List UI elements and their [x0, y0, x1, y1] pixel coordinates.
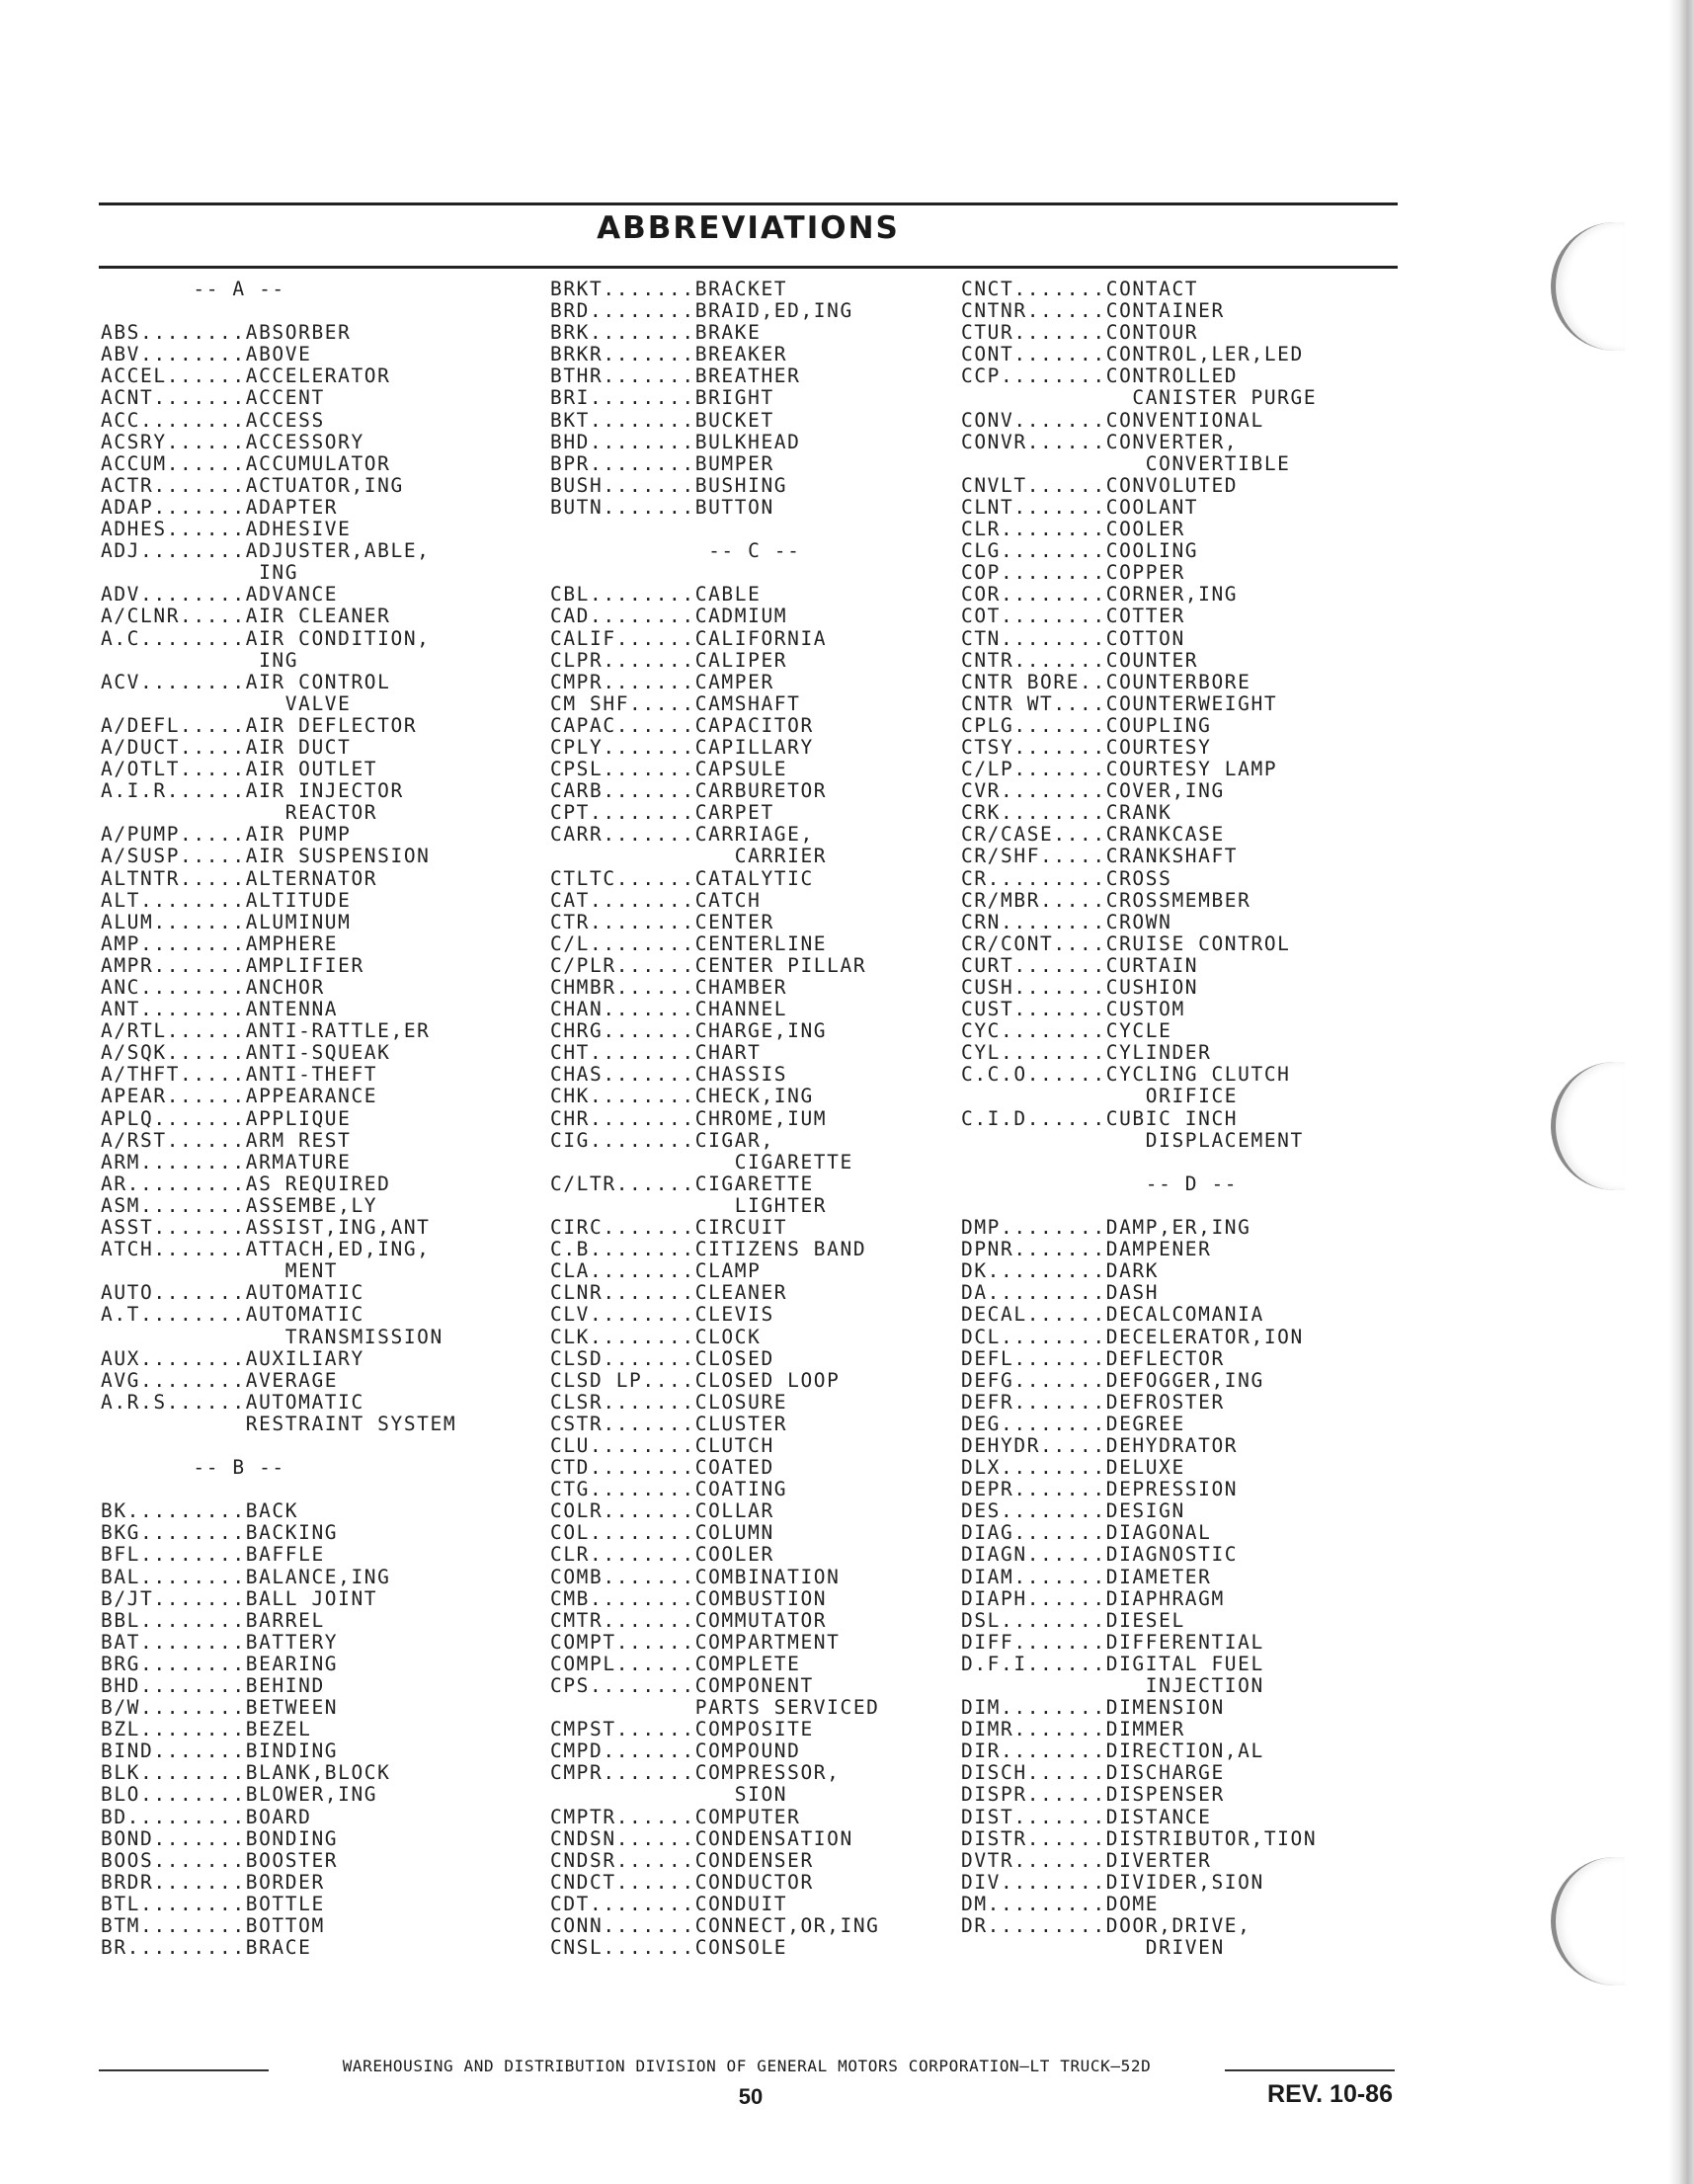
abbreviation-entry: CMB........COMBUSTION — [550, 1586, 828, 1610]
abbreviation-entry: DSL........DIESEL — [961, 1608, 1185, 1632]
abbreviation-entry: APEAR......APPEARANCE — [101, 1085, 378, 1108]
abbreviation-column-1 — [101, 279, 540, 1959]
abbreviation-entry: DEHYDR.....DEHYDRATOR — [961, 1433, 1239, 1457]
section-heading: -- A -- — [101, 278, 285, 300]
abbreviation-entry: DIMR.......DIMMER — [961, 1718, 1185, 1741]
abbreviation-entry: CONV.......CONVENTIONAL — [961, 408, 1264, 432]
abbreviation-entry: REACTOR — [101, 801, 378, 825]
abbreviation-entry: BUSH.......BUSHING — [550, 473, 788, 497]
abbreviation-entry: CR/MBR.....CROSSMEMBER — [961, 888, 1251, 912]
abbreviation-entry: CLNR.......CLEANER — [550, 1281, 788, 1305]
abbreviation-entry: COMPT......COMPARTMENT — [550, 1630, 841, 1654]
abbreviation-entry: CTR........CENTER — [550, 910, 774, 933]
abbreviation-entry: C/LTR......CIGARETTE — [550, 1172, 814, 1195]
abbreviation-entry: CRK........CRANK — [961, 801, 1172, 825]
abbreviation-entry: BTHR.......BREATHER — [550, 364, 801, 388]
abbreviation-entry: CHAN.......CHANNEL — [550, 998, 788, 1021]
abbreviation-entry: CLK........CLOCK — [550, 1325, 762, 1348]
abbreviation-entry: CDT........CONDUIT — [550, 1892, 788, 1915]
abbreviation-entry: BRG........BEARING — [101, 1652, 339, 1675]
abbreviation-entry: CANISTER PURGE — [961, 386, 1318, 410]
abbreviation-entry: BRI........BRIGHT — [550, 386, 774, 410]
abbreviation-entry: CUST.......CUSTOM — [961, 998, 1185, 1021]
abbreviation-entry: DM.........DOME — [961, 1892, 1160, 1915]
abbreviation-entry: C/PLR......CENTER PILLAR — [550, 953, 867, 977]
abbreviation-entry: CNCT.......CONTACT — [961, 278, 1199, 300]
abbreviation-entry: BHD........BULKHEAD — [550, 430, 801, 453]
abbreviation-entry: DEFL.......DEFLECTOR — [961, 1346, 1225, 1370]
abbreviation-entry: BZL........BEZEL — [101, 1718, 312, 1741]
abbreviation-entry: APLQ.......APPLIQUE — [101, 1106, 352, 1130]
abbreviation-entry: ANC........ANCHOR — [101, 976, 325, 999]
abbreviation-entry: DMP........DAMP,ER,ING — [961, 1216, 1251, 1240]
abbreviation-entry: CHK........CHECK,ING — [550, 1085, 814, 1108]
abbreviation-entry: MENT — [101, 1259, 339, 1283]
abbreviation-entry: CSTR.......CLUSTER — [550, 1412, 788, 1435]
footer-rule-right — [1225, 2069, 1395, 2071]
abbreviation-entry: B/JT.......BALL JOINT — [101, 1586, 378, 1610]
abbreviation-entry: CPT........CARPET — [550, 801, 774, 825]
abbreviation-entry: A/CLNR.....AIR CLEANER — [101, 605, 391, 628]
abbreviation-entry: A.I.R......AIR INJECTOR — [101, 779, 404, 803]
abbreviation-entry: CNTR BORE..COUNTERBORE — [961, 670, 1251, 693]
abbreviation-entry: BRKR.......BREAKER — [550, 343, 788, 366]
abbreviation-entry: CLSD.......CLOSED — [550, 1346, 774, 1370]
abbreviation-entry: ACCUM......ACCUMULATOR — [101, 451, 391, 475]
abbreviation-entry: CTN........COTTON — [961, 626, 1185, 650]
abbreviation-entry — [961, 1152, 1396, 1173]
abbreviation-entry: AUTO.......AUTOMATIC — [101, 1281, 364, 1305]
abbreviation-entry: A/RTL......ANTI-RATTLE,ER — [101, 1019, 431, 1043]
abbreviation-entry: RESTRAINT SYSTEM — [101, 1412, 457, 1435]
abbreviation-entry: ALUM.......ALUMINUM — [101, 910, 352, 933]
abbreviation-entry: CTLTC......CATALYTIC — [550, 866, 814, 890]
abbreviation-entry: COMPL......COMPLETE — [550, 1652, 801, 1675]
abbreviation-entry: DA.........DASH — [961, 1281, 1160, 1305]
abbreviation-entry: DEG........DEGREE — [961, 1412, 1185, 1435]
abbreviation-entry: CONT.......CONTROL,LER,LED — [961, 343, 1304, 366]
abbreviation-entry: ORIFICE — [961, 1085, 1239, 1108]
abbreviation-entry: CR/CONT....CRUISE CONTROL — [961, 931, 1291, 955]
abbreviation-entry: DK.........DARK — [961, 1259, 1160, 1283]
abbreviation-entry: ASST.......ASSIST,ING,ANT — [101, 1216, 431, 1240]
abbreviation-entry: A/SQK......ANTI-SQUEAK — [101, 1041, 391, 1065]
abbreviation-entry — [550, 562, 955, 584]
abbreviation-entry: C.C.O......CYCLING CLUTCH — [961, 1063, 1291, 1087]
abbreviation-entry: CLPR.......CALIPER — [550, 648, 788, 672]
abbreviation-entry: CNTNR......CONTAINER — [961, 299, 1225, 323]
abbreviation-entry: CONVERTIBLE — [961, 451, 1291, 475]
abbreviation-entry: DECAL......DECALCOMANIA — [961, 1303, 1264, 1327]
abbreviation-entry: CAPAC......CAPACITOR — [550, 713, 814, 737]
abbreviation-entry: CHMBR......CHAMBER — [550, 976, 788, 999]
abbreviation-entry: DISTR......DISTRIBUTOR,TION — [961, 1826, 1318, 1850]
abbreviation-entry: BTM........BOTTOM — [101, 1914, 325, 1938]
abbreviation-entry: LIGHTER — [550, 1193, 828, 1217]
section-heading: -- B -- — [101, 1456, 285, 1480]
abbreviation-entry: A/RST......ARM REST — [101, 1128, 352, 1152]
abbreviation-entry: CAT........CATCH — [550, 888, 762, 912]
abbreviation-entry: CYC........CYCLE — [961, 1019, 1172, 1043]
abbreviation-entry: CAD........CADMIUM — [550, 605, 788, 628]
abbreviation-entry: ANT........ANTENNA — [101, 998, 339, 1021]
abbreviation-entry: BBL........BARREL — [101, 1608, 325, 1632]
section-heading: -- D -- — [961, 1172, 1239, 1195]
abbreviation-entry: AVG........AVERAGE — [101, 1368, 339, 1392]
abbreviation-entry: A/DEFL.....AIR DEFLECTOR — [101, 713, 418, 737]
abbreviation-entry: DPNR.......DAMPENER — [961, 1238, 1212, 1261]
abbreviation-entry: CONVR......CONVERTER, — [961, 430, 1239, 453]
abbreviation-entry: CARB.......CARBURETOR — [550, 779, 828, 803]
abbreviation-entry: CARRIER — [550, 845, 828, 868]
abbreviation-entry: ALTNTR.....ALTERNATOR — [101, 866, 378, 890]
abbreviation-entry: CMPR.......COMPRESSOR, — [550, 1761, 841, 1785]
abbreviation-entry: CONN.......CONNECT,OR,ING — [550, 1914, 880, 1938]
abbreviation-entry: CTD........COATED — [550, 1456, 774, 1480]
abbreviation-entry: CLR........COOLER — [961, 518, 1185, 541]
abbreviation-entry: DLX........DELUXE — [961, 1456, 1185, 1480]
abbreviation-entry: BRK........BRAKE — [550, 321, 762, 345]
abbreviation-entry: DIAG.......DIAGONAL — [961, 1521, 1212, 1545]
abbreviation-entry: CNDCT......CONDUCTOR — [550, 1870, 814, 1894]
abbreviation-entry: CCP........CONTROLLED — [961, 364, 1239, 388]
abbreviation-entry: DR.........DOOR,DRIVE, — [961, 1914, 1251, 1938]
abbreviation-entry: CLG........COOLING — [961, 539, 1199, 563]
abbreviation-entry: DIM........DIMENSION — [961, 1696, 1225, 1720]
abbreviation-entry: A.T........AUTOMATIC — [101, 1303, 364, 1327]
abbreviation-entry: ING — [101, 561, 299, 585]
abbreviation-entry: ACTR.......ACTUATOR,ING — [101, 473, 404, 497]
abbreviation-entry: COR........CORNER,ING — [961, 583, 1239, 607]
abbreviation-entry: BHD........BEHIND — [101, 1674, 325, 1697]
abbreviation-entry: A/THFT.....ANTI-THEFT — [101, 1063, 378, 1087]
abbreviation-entry: CYL........CYLINDER — [961, 1041, 1212, 1065]
abbreviation-entry: CUSH.......CUSHION — [961, 976, 1199, 999]
abbreviation-entry: CPSL.......CAPSULE — [550, 758, 788, 781]
section-heading: -- C -- — [550, 539, 801, 563]
abbreviation-entry: ACV........AIR CONTROL — [101, 670, 391, 693]
abbreviation-entry: DEFG.......DEFOGGER,ING — [961, 1368, 1264, 1392]
abbreviation-entry: ADV........ADVANCE — [101, 583, 339, 607]
abbreviation-entry: DEPR.......DEPRESSION — [961, 1478, 1239, 1501]
abbreviation-entry: ADHES......ADHESIVE — [101, 518, 352, 541]
abbreviation-entry: AUX........AUXILIARY — [101, 1346, 364, 1370]
abbreviation-entry: A/SUSP.....AIR SUSPENSION — [101, 845, 431, 868]
abbreviation-entry: CNTR WT....COUNTERWEIGHT — [961, 691, 1278, 715]
abbreviation-entry: A.C........AIR CONDITION, — [101, 626, 431, 650]
abbreviation-entry: CHT........CHART — [550, 1041, 762, 1065]
abbreviation-entry: CARR.......CARRIAGE, — [550, 823, 814, 847]
abbreviation-entry: ACSRY......ACCESSORY — [101, 430, 364, 453]
abbreviation-entry: D.F.I......DIGITAL FUEL — [961, 1652, 1264, 1675]
footer-text: WAREHOUSING AND DISTRIBUTION DIVISION OF GENERAL MOTORS CORPORATION—LT TRUCK—52D — [342, 2057, 1152, 2075]
revision-label: REV. 10-86 — [1267, 2080, 1393, 2108]
abbreviation-entry: CHRG.......CHARGE,ING — [550, 1019, 828, 1043]
abbreviation-entry: CURT.......CURTAIN — [961, 953, 1199, 977]
abbreviation-entry: BIND.......BINDING — [101, 1739, 339, 1763]
abbreviation-entry: AR.........AS REQUIRED — [101, 1172, 391, 1195]
abbreviation-entry: CALIF......CALIFORNIA — [550, 626, 828, 650]
abbreviation-entry: DIAM.......DIAMETER — [961, 1565, 1212, 1588]
abbreviation-entry: ADAP.......ADAPTER — [101, 495, 339, 519]
abbreviation-entry: DEFR.......DEFROSTER — [961, 1390, 1225, 1414]
abbreviation-entry: ACCEL......ACCELERATOR — [101, 364, 391, 388]
abbreviation-entry — [961, 1195, 1396, 1217]
abbreviation-entry: ARM........ARMATURE — [101, 1150, 352, 1173]
abbreviation-entry: CTSY.......COURTESY — [961, 735, 1212, 759]
abbreviation-entry: CTG........COATING — [550, 1478, 788, 1501]
abbreviation-entry: BRKT.......BRACKET — [550, 278, 788, 300]
page-number: 50 — [738, 2084, 764, 2109]
abbreviation-entry: CLV........CLEVIS — [550, 1303, 774, 1327]
abbreviation-entry: BR.........BRACE — [101, 1936, 312, 1960]
abbreviation-entry: DIAPH......DIAPHRAGM — [961, 1586, 1225, 1610]
abbreviation-entry: COT........COTTER — [961, 605, 1185, 628]
punch-hole-bottom — [1551, 1857, 1625, 1985]
abbreviation-entry: BLO........BLOWER,ING — [101, 1783, 378, 1807]
abbreviation-entry: COLR.......COLLAR — [550, 1499, 774, 1523]
abbreviation-entry: CR.........CROSS — [961, 866, 1172, 890]
abbreviation-entry: BUTN.......BUTTON — [550, 495, 774, 519]
abbreviation-entry: CLR........COOLER — [550, 1543, 774, 1567]
abbreviation-entry: ALT........ALTITUDE — [101, 888, 352, 912]
abbreviation-entry: CIG........CIGAR, — [550, 1128, 774, 1152]
abbreviation-entry: A/OTLT.....AIR OUTLET — [101, 758, 378, 781]
abbreviation-entry: BAT........BATTERY — [101, 1630, 339, 1654]
abbreviation-entry: DVTR.......DIVERTER — [961, 1848, 1212, 1872]
abbreviation-entry: COL........COLUMN — [550, 1521, 774, 1545]
abbreviation-entry: ACC........ACCESS — [101, 408, 325, 432]
abbreviation-entry: DCL........DECELERATOR,ION — [961, 1325, 1304, 1348]
abbreviation-entry — [550, 519, 955, 540]
abbreviation-entry: BOOS.......BOOSTER — [101, 1848, 339, 1872]
abbreviation-entry: DISCH......DISCHARGE — [961, 1761, 1225, 1785]
abbreviation-entry — [101, 1479, 540, 1500]
abbreviation-entry — [101, 1435, 540, 1457]
abbreviation-entry: B/W........BETWEEN — [101, 1696, 339, 1720]
abbreviation-entry: CVR........COVER,ING — [961, 779, 1225, 803]
abbreviation-entry: CLA........CLAMP — [550, 1259, 762, 1283]
abbreviation-entry: CR/CASE....CRANKCASE — [961, 823, 1225, 847]
abbreviation-entry: CLSR.......CLOSURE — [550, 1390, 788, 1414]
abbreviation-entry: CNSL.......CONSOLE — [550, 1936, 788, 1960]
abbreviation-entry: CPLG.......COUPLING — [961, 713, 1212, 737]
abbreviation-entry: CMPD.......COMPOUND — [550, 1739, 801, 1763]
abbreviation-entry: DIFF.......DIFFERENTIAL — [961, 1630, 1264, 1654]
abbreviation-entry: BPR........BUMPER — [550, 451, 774, 475]
punch-hole-top — [1551, 222, 1625, 351]
abbreviation-entry: DIR........DIRECTION,AL — [961, 1739, 1264, 1763]
abbreviation-column-2 — [550, 279, 955, 1959]
abbreviation-entry: CLNT.......COOLANT — [961, 495, 1199, 519]
abbreviation-entry: DIV........DIVIDER,SION — [961, 1870, 1264, 1894]
abbreviation-entry: C.B........CITIZENS BAND — [550, 1238, 867, 1261]
abbreviation-entry: C/LP.......COURTESY LAMP — [961, 758, 1278, 781]
abbreviation-entry: INJECTION — [961, 1674, 1264, 1697]
abbreviation-entry: BOND.......BONDING — [101, 1826, 339, 1850]
abbreviation-entry: ADJ........ADJUSTER,ABLE, — [101, 539, 431, 563]
binder-edge — [1668, 0, 1694, 2184]
abbreviation-entry: CIRC.......CIRCUIT — [550, 1216, 788, 1240]
abbreviation-entry: BAL........BALANCE,ING — [101, 1565, 391, 1588]
abbreviation-entry: CNDSN......CONDENSATION — [550, 1826, 853, 1850]
abbreviation-entry: CTUR.......CONTOUR — [961, 321, 1199, 345]
abbreviation-entry: BFL........BAFFLE — [101, 1543, 325, 1567]
abbreviation-entry: PARTS SERVICED — [550, 1696, 880, 1720]
abbreviation-entry: CNTR.......COUNTER — [961, 648, 1199, 672]
abbreviation-entry: SION — [550, 1783, 788, 1807]
abbreviation-entry: A/PUMP.....AIR PUMP — [101, 823, 352, 847]
abbreviation-entry: CNVLT......CONVOLUTED — [961, 473, 1239, 497]
abbreviation-entry: CPLY.......CAPILLARY — [550, 735, 814, 759]
abbreviation-entry: A/DUCT.....AIR DUCT — [101, 735, 352, 759]
abbreviation-entry: DES........DESIGN — [961, 1499, 1185, 1523]
abbreviation-entry: COMB.......COMBINATION — [550, 1565, 841, 1588]
header-rule-bottom — [99, 266, 1398, 269]
abbreviation-entry: DISPLACEMENT — [961, 1128, 1304, 1152]
abbreviation-entry: COP........COPPER — [961, 561, 1185, 585]
abbreviation-entry: BK.........BACK — [101, 1499, 299, 1523]
abbreviation-entry: ASM........ASSEMBE,LY — [101, 1193, 378, 1217]
header-rule-top — [99, 202, 1398, 205]
abbreviation-entry: CHAS.......CHASSIS — [550, 1063, 788, 1087]
abbreviation-entry: CNDSR......CONDENSER — [550, 1848, 814, 1872]
abbreviation-entry: CMPST......COMPOSITE — [550, 1718, 814, 1741]
abbreviation-entry: DIAGN......DIAGNOSTIC — [961, 1543, 1239, 1567]
abbreviation-entry: CMPR.......CAMPER — [550, 670, 774, 693]
abbreviation-entry: BTL........BOTTLE — [101, 1892, 325, 1915]
abbreviation-entry: AMPR.......AMPLIFIER — [101, 953, 364, 977]
abbreviation-entry: BRDR.......BORDER — [101, 1870, 325, 1894]
abbreviation-entry: CM SHF.....CAMSHAFT — [550, 691, 801, 715]
abbreviation-entry: ABV........ABOVE — [101, 343, 312, 366]
abbreviation-entry: C.I.D......CUBIC INCH — [961, 1106, 1239, 1130]
abbreviation-entry: BD.........BOARD — [101, 1805, 312, 1828]
abbreviation-entry: CIGARETTE — [550, 1150, 853, 1173]
abbreviation-entry: ABS........ABSORBER — [101, 321, 352, 345]
page-title: ABBREVIATIONS — [597, 210, 900, 246]
abbreviation-entry: BKG........BACKING — [101, 1521, 339, 1545]
abbreviation-entry: CLU........CLUTCH — [550, 1433, 774, 1457]
abbreviation-entry: ING — [101, 648, 299, 672]
abbreviation-entry: BLK........BLANK,BLOCK — [101, 1761, 391, 1785]
abbreviation-entry: CR/SHF.....CRANKSHAFT — [961, 845, 1239, 868]
abbreviation-entry: CBL........CABLE — [550, 583, 762, 607]
abbreviation-entry: DISPR......DISPENSER — [961, 1783, 1225, 1807]
punch-hole-middle — [1551, 1062, 1625, 1190]
abbreviation-entry: VALVE — [101, 691, 352, 715]
abbreviation-entry: A.R.S......AUTOMATIC — [101, 1390, 364, 1414]
abbreviation-entry: BKT........BUCKET — [550, 408, 774, 432]
abbreviation-entry: CRN........CROWN — [961, 910, 1172, 933]
abbreviation-entry: CLSD LP....CLOSED LOOP — [550, 1368, 841, 1392]
abbreviation-entry — [101, 300, 540, 322]
abbreviation-entry: TRANSMISSION — [101, 1325, 444, 1348]
abbreviation-entry: CPS........COMPONENT — [550, 1674, 814, 1697]
abbreviation-entry: BRD........BRAID,ED,ING — [550, 299, 853, 323]
abbreviation-entry: ACNT.......ACCENT — [101, 386, 325, 410]
abbreviation-entry: CMTR.......COMMUTATOR — [550, 1608, 828, 1632]
abbreviation-entry: AMP........AMPHERE — [101, 931, 339, 955]
abbreviation-entry: C/L........CENTERLINE — [550, 931, 828, 955]
abbreviation-entry: CMPTR......COMPUTER — [550, 1805, 801, 1828]
abbreviation-entry: DIST.......DISTANCE — [961, 1805, 1212, 1828]
abbreviation-column-3 — [961, 279, 1396, 1959]
abbreviation-entry: DRIVEN — [961, 1936, 1225, 1960]
footer-rule-left — [99, 2069, 269, 2071]
abbreviation-entry: ATCH.......ATTACH,ED,ING, — [101, 1238, 431, 1261]
abbreviation-entry: CHR........CHROME,IUM — [550, 1106, 828, 1130]
